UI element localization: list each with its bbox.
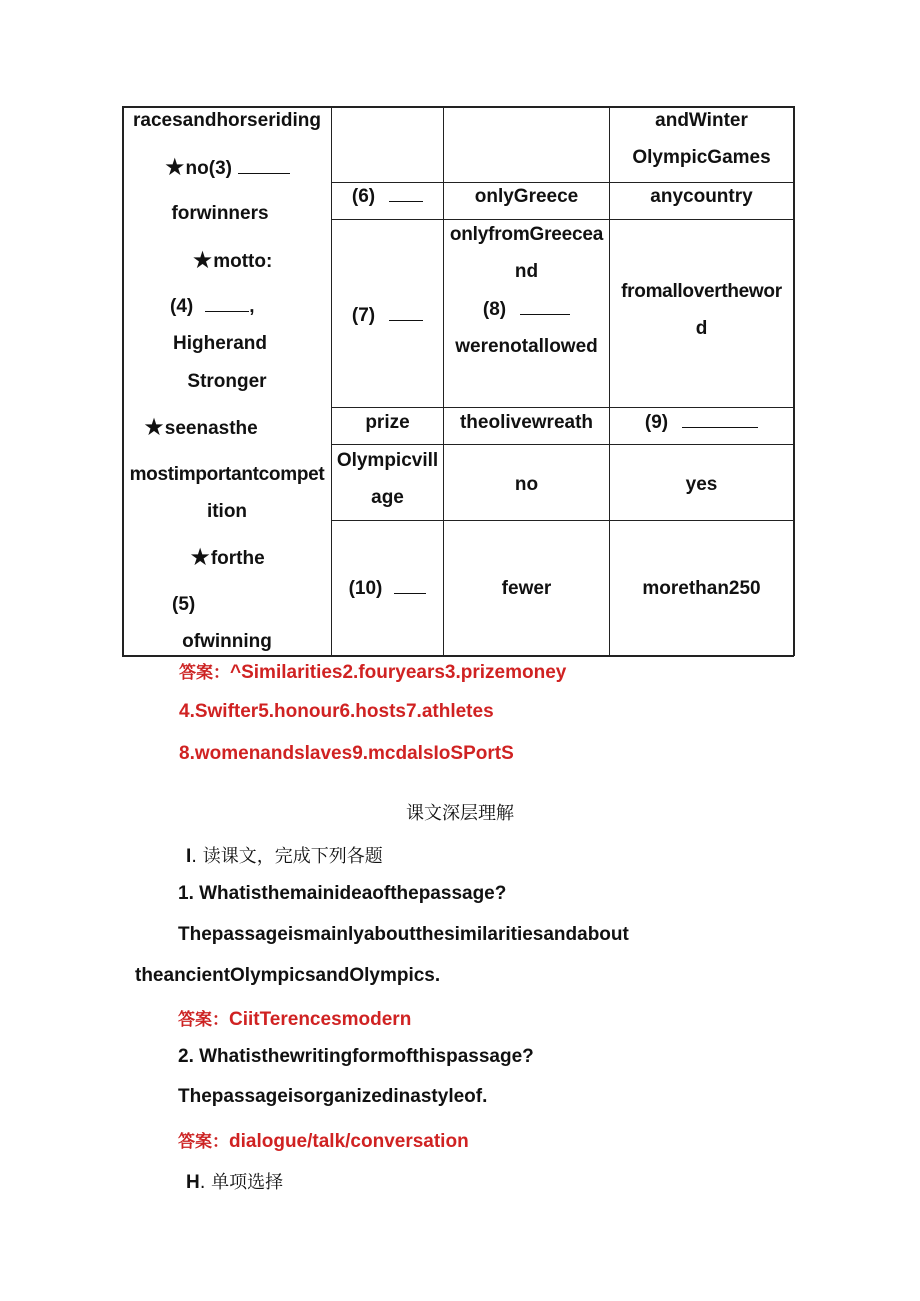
part-heading: H. 单项选择 xyxy=(186,1172,284,1193)
row-label-prize: prize xyxy=(365,412,410,433)
answer-blank xyxy=(520,296,570,315)
left-col-item-5: (5) xyxy=(172,594,196,615)
left-col-for: ★forthe xyxy=(189,544,265,571)
left-col-line: Higherand xyxy=(173,333,267,354)
answer-line: 8.womenandslaves9.mcdalsIoSPortS xyxy=(179,743,514,764)
modern-cell: OlympicGames xyxy=(632,147,771,168)
row-label-7: (7) xyxy=(332,297,443,334)
modern-cell: andWinter xyxy=(655,110,748,131)
answer-label: 答案： xyxy=(179,663,230,683)
answer-line: 4.Swifter5.honour6.hosts7.athletes xyxy=(179,701,494,722)
left-col-item-3: ★no(3) xyxy=(123,149,331,187)
left-col-line: ition xyxy=(206,501,248,522)
left-col-line: forwinners xyxy=(171,203,269,224)
row-label-6: (6) xyxy=(332,178,443,215)
left-col-motto: ★motto: xyxy=(191,247,273,274)
row-divider xyxy=(331,520,794,521)
question-1: 1. Whatisthemainideaofthepassage? xyxy=(178,883,507,904)
row-label-village: Olympicvill xyxy=(336,450,439,471)
answer-blank xyxy=(238,155,290,174)
left-col-line: racesandhorseriding xyxy=(133,110,321,131)
part-heading: I. 读课文，完成下列各题 xyxy=(186,846,383,867)
ancient-cell: no xyxy=(514,474,539,495)
modern-cell: d xyxy=(695,318,708,339)
left-col-item-4: (4) , xyxy=(170,288,255,325)
star-icon: ★ xyxy=(191,247,214,274)
ancient-cell: onlyfromGreecea xyxy=(449,224,604,245)
ancient-cell: werenotallowed xyxy=(455,336,598,357)
ancient-cell: theolivewreath xyxy=(459,412,594,433)
question-text: Thepassageisorganizedinastyleof. xyxy=(178,1086,488,1107)
answer-line: 答案：^Similarities2.fouryears3.prizemoney xyxy=(179,662,567,683)
answer-blank xyxy=(682,409,758,428)
ancient-cell: onlyGreece xyxy=(474,186,579,207)
star-icon: ★ xyxy=(143,414,165,441)
ancient-item-8: (8) xyxy=(444,291,609,328)
answer-line: 答案：CiitTerencesmodern xyxy=(178,1009,412,1030)
ancient-cell: fewer xyxy=(501,578,552,599)
modern-cell: yes xyxy=(685,474,718,495)
left-col-seen: ★seenasthe xyxy=(143,414,258,441)
table-border-right xyxy=(793,106,795,656)
modern-cell: morethan250 xyxy=(642,578,761,599)
question-text: Thepassageismainlyaboutthesimilaritiesandabout xyxy=(178,924,629,945)
section-title: 课文深层理解 xyxy=(406,803,514,824)
left-col-line: mostimportantcompet xyxy=(129,464,325,485)
answer-blank xyxy=(394,575,426,594)
answer-blank xyxy=(205,293,249,312)
ancient-cell: nd xyxy=(514,261,539,282)
modern-cell: anycountry xyxy=(650,186,753,207)
question-2: 2. Whatisthewritingformofthispassage? xyxy=(178,1046,534,1067)
modern-cell: fromalloverthewor xyxy=(621,281,782,302)
answer-blank xyxy=(389,302,423,321)
answer-blank xyxy=(389,183,423,202)
question-text: theancientOlympicsandOlympics. xyxy=(135,965,441,986)
left-col-line: Stronger xyxy=(187,371,267,392)
left-col-line: ofwinning xyxy=(182,631,272,652)
modern-item-9: (9) xyxy=(610,404,793,441)
row-label-10: (10) xyxy=(332,570,443,607)
star-icon: ★ xyxy=(189,544,211,571)
star-icon: ★ xyxy=(164,154,186,181)
row-label-village: age xyxy=(371,487,404,508)
answer-line: 答案：dialogue/talk/conversation xyxy=(178,1131,469,1152)
